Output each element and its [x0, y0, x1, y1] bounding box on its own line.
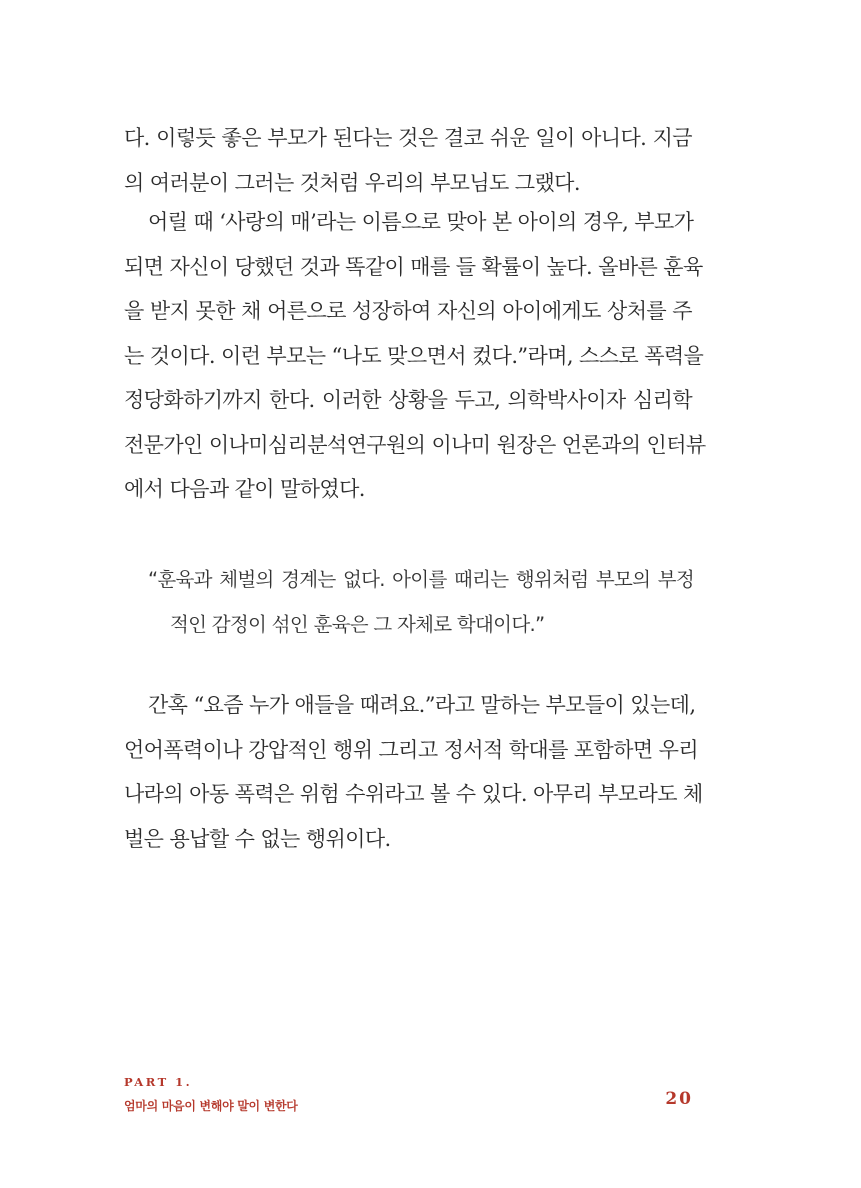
text-line: 의 여러분이 그러는 것처럼 우리의 부모님도 그랬다. — [124, 170, 580, 195]
footer-part-label: PART 1. — [124, 1075, 193, 1089]
quote-line: “훈육과 체벌의 경계는 없다. 아이를 때리는 행위처럼 부모의 부정 — [148, 568, 694, 591]
text-line: 어릴 때 ‘사랑의 매’라는 이름으로 맞아 본 아이의 경우, 부모가 — [148, 210, 694, 234]
text-line: 전문가인 이나미심리분석연구원의 이나미 원장은 언론과의 인터뷰 — [124, 432, 706, 457]
block-quote — [148, 557, 694, 647]
text-line: 을 받지 못한 채 어른으로 성장하여 자신의 아이에게도 상처를 주 — [124, 299, 692, 323]
paragraph-3 — [124, 683, 703, 861]
text-line: 다. 이렇듯 좋은 부모가 된다는 것은 결코 쉬운 일이 아니다. 지금 — [124, 126, 692, 150]
footer-chapter-title: 엄마의 마음이 변해야 말이 변한다 — [124, 1099, 298, 1113]
text-line: 는 것이다. 이런 부모는 “나도 맞으면서 컸다.”라며, 스스로 폭력을 — [124, 343, 704, 368]
text-line: 에서 다음과 같이 말하였다. — [124, 477, 365, 501]
paragraph-2 — [124, 200, 706, 512]
paragraph-1 — [124, 116, 692, 205]
text-line: 벌은 용납할 수 없는 행위이다. — [124, 826, 391, 851]
text-line: 되면 자신이 당했던 것과 똑같이 매를 들 확률이 높다. 올바른 훈육 — [124, 254, 703, 279]
text-line: 정당화하기까지 한다. 이러한 상황을 두고, 의학박사이자 심리학 — [124, 388, 692, 412]
text-line: 언어폭력이나 강압적인 행위 그리고 정서적 학대를 포함하면 우리 — [124, 737, 699, 762]
page-number: 20 — [665, 1089, 693, 1109]
text-line: 간혹 “요즘 누가 애들을 때려요.”라고 말하는 부모들이 있는데, — [148, 693, 696, 717]
quote-line: 적인 감정이 섞인 훈육은 그 자체로 학대이다.” — [170, 613, 545, 636]
text-line: 나라의 아동 폭력은 위험 수위라고 볼 수 있다. 아무리 부모라도 체 — [124, 782, 703, 806]
